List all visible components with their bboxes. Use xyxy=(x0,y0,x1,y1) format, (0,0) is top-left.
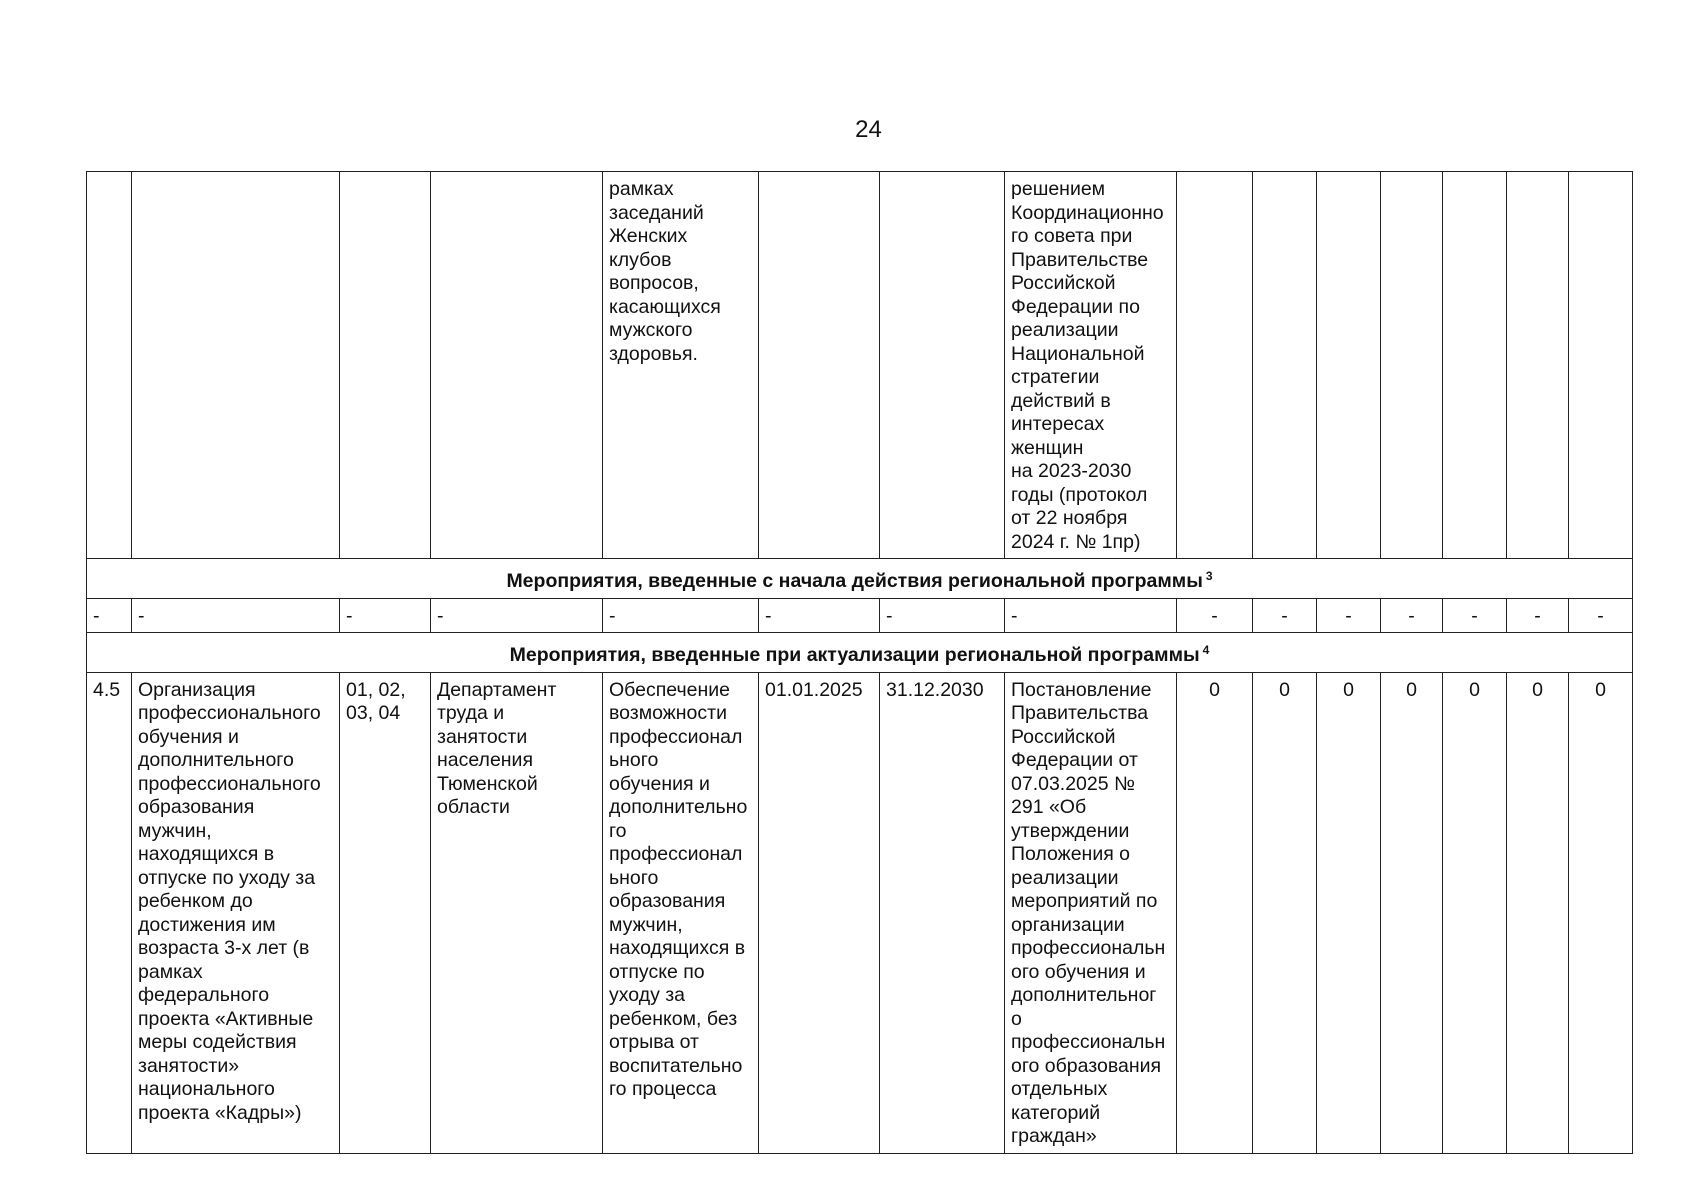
cell-number: 4.5 xyxy=(87,672,132,1153)
cell-number xyxy=(87,172,132,559)
cell-executor xyxy=(431,172,603,559)
cell-value: 0 xyxy=(1317,672,1381,1153)
cell-dash: - xyxy=(1005,598,1177,633)
cell-value xyxy=(1443,172,1507,559)
cell-result: Обеспечение возможности профессионал ьного обучения и дополнительно го профессионал ьного образования мужчин, находящихся в отпуске по уходу за ребенком, без отрыва от воспитательно го процесса xyxy=(603,672,759,1153)
table-row-continued xyxy=(87,172,1633,559)
cell-value: 0 xyxy=(1569,672,1633,1153)
cell-name xyxy=(132,172,340,559)
cell-codes xyxy=(340,172,431,559)
cell-value: 0 xyxy=(1507,672,1569,1153)
cell-value: 0 xyxy=(1443,672,1507,1153)
cell-end xyxy=(880,172,1005,559)
cell-dash: - xyxy=(1507,598,1569,633)
cell-dash: - xyxy=(87,598,132,633)
cell-basis: Постановление Правительства Российской Федерации от 07.03.2025 № 291 «Об утверждении Положения о реализации мероприятий по организации профессиональн ого обучения и дополнительног о профессиональн ого образования отдельных категорий граждан» xyxy=(1005,672,1177,1153)
cell-dash: - xyxy=(340,598,431,633)
cell-name: Организация профессионального обучения и дополнительного профессионального образования мужчин, находящихся в отпуске по уходу за ребенком до достижения им возраста 3-х лет (в рамках федерального проекта «Активные меры содействия занятости» национального проекта «Кадры») xyxy=(132,672,340,1153)
measures-table xyxy=(86,171,1633,1154)
cell-value xyxy=(1253,172,1317,559)
cell-dash: - xyxy=(880,598,1005,633)
section-header-update xyxy=(87,633,1633,673)
footnote-ref: 4 xyxy=(1202,643,1210,657)
section-header-row xyxy=(87,633,1633,673)
cell-result: рамках заседаний Женских клубов вопросов, касающихся мужского здоровья. xyxy=(603,172,759,559)
cell-value xyxy=(1317,172,1381,559)
cell-basis: решением Координационно го совета при Правительстве Российской Федерации по реализации Национальной стратегии действий в интересах женщин на 2023-2030 годы (протокол от 22 ноября 2024 г. № 1пр) xyxy=(1005,172,1177,559)
cell-dash: - xyxy=(1317,598,1381,633)
cell-dash: - xyxy=(1381,598,1443,633)
cell-value: 0 xyxy=(1177,672,1253,1153)
cell-start: 01.01.2025 xyxy=(759,672,880,1153)
section-title: Мероприятия, введенные при актуализации региональной программы xyxy=(509,644,1200,666)
footnote-ref: 3 xyxy=(1205,569,1213,583)
cell-value xyxy=(1507,172,1569,559)
cell-codes: 01, 02, 03, 04 xyxy=(340,672,431,1153)
cell-value xyxy=(1381,172,1443,559)
table-row-empty xyxy=(87,598,1633,633)
cell-dash: - xyxy=(1443,598,1507,633)
section-title: Мероприятия, введенные с начала действия региональной программы xyxy=(506,570,1203,592)
cell-dash: - xyxy=(1177,598,1253,633)
cell-end: 31.12.2030 xyxy=(880,672,1005,1153)
cell-value: 0 xyxy=(1381,672,1443,1153)
cell-dash: - xyxy=(603,598,759,633)
cell-executor: Департамент труда и занятости населения Тюменской области xyxy=(431,672,603,1153)
cell-value xyxy=(1177,172,1253,559)
cell-dash: - xyxy=(1253,598,1317,633)
page-number: 24 xyxy=(855,116,882,143)
cell-value xyxy=(1569,172,1633,559)
cell-dash: - xyxy=(1569,598,1633,633)
table-row-4-5 xyxy=(87,672,1633,1153)
cell-value: 0 xyxy=(1253,672,1317,1153)
section-header-initial xyxy=(87,559,1633,599)
cell-dash: - xyxy=(132,598,340,633)
cell-dash: - xyxy=(431,598,603,633)
cell-start xyxy=(759,172,880,559)
cell-dash: - xyxy=(759,598,880,633)
section-header-row xyxy=(87,559,1633,599)
